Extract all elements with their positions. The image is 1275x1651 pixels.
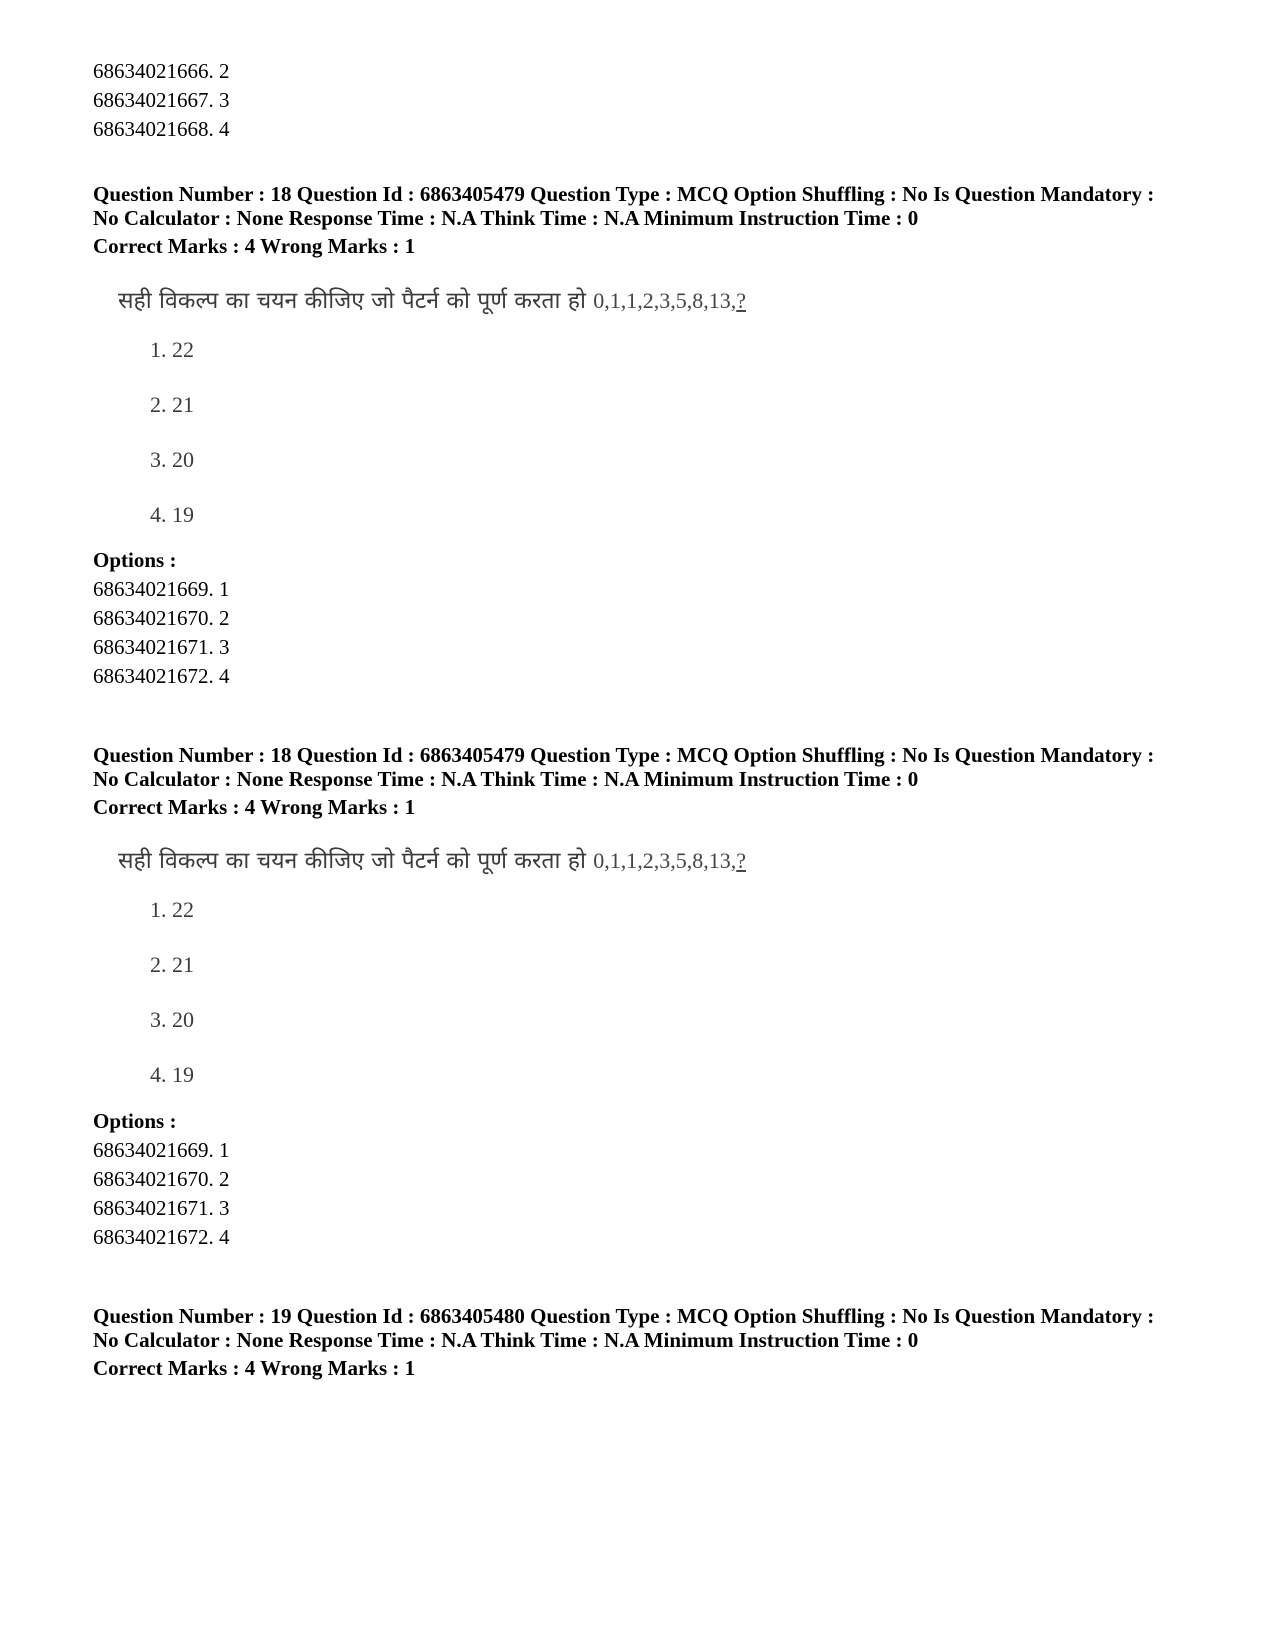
question-image [118,283,818,555]
option-list-top [93,57,230,144]
answer-choices [150,895,818,1115]
question-meta-line: Question Number : 19 Question Id : 6863405480 Question Type : MCQ Option Shuffling : No Is Question Mandatory : [93,1304,1155,1328]
option-item: 68634021666. 2 [93,59,230,83]
options-label: Options : [93,548,177,572]
question-meta-line: No Calculator : None Response Time : N.A Think Time : N.A Minimum Instruction Time : 0 [93,206,919,230]
option-item: 68634021667. 3 [93,88,230,112]
question-meta-line: Question Number : 18 Question Id : 6863405479 Question Type : MCQ Option Shuffling : No Is Question Mandatory : [93,743,1155,767]
option-item: 68634021669. 1 [93,577,230,601]
question-hindi: सही विकल्प का चयन कीजिए जो पैटर्न को पूर्ण करता हो [118,848,594,874]
question-meta-line: No Calculator : None Response Time : N.A Think Time : N.A Minimum Instruction Time : 0 [93,767,919,791]
question-meta [93,743,1213,819]
question-text [118,843,818,879]
question-marks: Correct Marks : 4 Wrong Marks : 1 [93,1356,416,1380]
answer-choice: 1. 22 [150,337,194,362]
option-item: 68634021671. 3 [93,635,230,659]
answer-choice: 3. 20 [150,1007,194,1032]
question-image [118,843,818,1115]
question-sequence: 0,1,1,2,3,5,8,13, [593,288,737,313]
answer-choice: 2. 21 [150,952,194,977]
answer-choice: 4. 19 [150,1062,194,1087]
option-item: 68634021669. 1 [93,1138,230,1162]
option-item: 68634021672. 4 [93,664,230,688]
question-mark: ? [736,848,747,873]
question-meta [93,1304,1213,1380]
option-item: 68634021671. 3 [93,1196,230,1220]
answer-choice: 1. 22 [150,897,194,922]
question-meta-line: No Calculator : None Response Time : N.A Think Time : N.A Minimum Instruction Time : 0 [93,1328,919,1352]
option-item: 68634021670. 2 [93,1167,230,1191]
option-item: 68634021670. 2 [93,606,230,630]
question-meta-line: Question Number : 18 Question Id : 6863405479 Question Type : MCQ Option Shuffling : No Is Question Mandatory : [93,182,1155,206]
question-text [118,283,818,319]
question-marks: Correct Marks : 4 Wrong Marks : 1 [93,795,416,819]
question-mark: ? [736,288,747,313]
option-item: 68634021668. 4 [93,117,230,141]
question-sequence: 0,1,1,2,3,5,8,13, [593,848,737,873]
answer-choice: 3. 20 [150,447,194,472]
option-item: 68634021672. 4 [93,1225,230,1249]
question-meta [93,182,1213,258]
answer-choice: 4. 19 [150,502,194,527]
answer-choices [150,335,818,555]
question-hindi: सही विकल्प का चयन कीजिए जो पैटर्न को पूर्ण करता हो [118,288,594,314]
question-marks: Correct Marks : 4 Wrong Marks : 1 [93,234,416,258]
answer-choice: 2. 21 [150,392,194,417]
options-label: Options : [93,1109,177,1133]
option-list [93,575,230,691]
option-list [93,1136,230,1252]
